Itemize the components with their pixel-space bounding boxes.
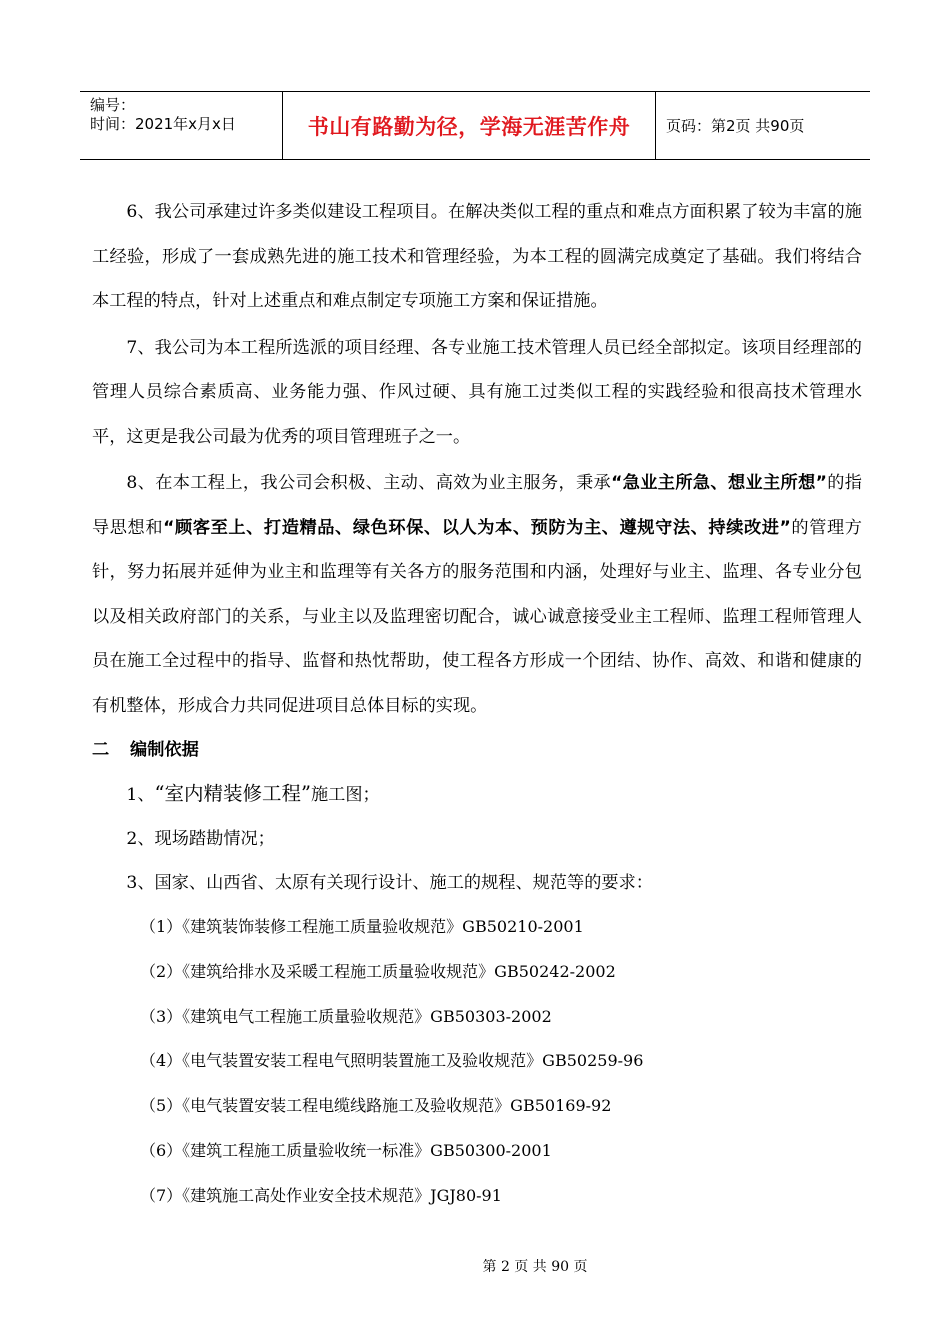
basis-item-2: 2、现场踏勘情况； bbox=[126, 829, 275, 849]
standard-item: （6）《建筑工程施工质量验收统一标准》GB50300-2001 bbox=[140, 1140, 552, 1160]
paragraph-6: 6、我公司承建过许多类似建设工程项目。在解决类似工程的重点和难点方面积累了较为丰富的施工经验，形成了一套成熟先进的施工技术和管理经验，为本工程的圆满完成奠定了基础。我们将结合本工程的特点，针对上述重点和难点制定专项施工方案和保证措施。 bbox=[92, 202, 862, 311]
basis-1-title: “室内精装修工程” bbox=[154, 782, 311, 805]
p8-emphasis-2: “顾客至上、打造精品、绿色环保、以人为本、预防为主、遵规守法、持续改进” bbox=[163, 517, 791, 538]
standard-item: （3）《建筑电气工程施工质量验收规范》GB50303-2002 bbox=[140, 1006, 552, 1026]
document-body bbox=[92, 190, 862, 1219]
basis-item-3: 3、国家、山西省、太原有关现行设计、施工的规程、规范等的要求： bbox=[126, 873, 653, 893]
paragraph-7: 7、我公司为本工程所选派的项目经理、各专业施工技术管理人员已经全部拟定。该项目经理部的管理人员综合素质高、业务能力强、作风过硬、具有施工过类似工程的实践经验和很高技术管理水平，这更是我公司最为优秀的项目管理班子之一。 bbox=[92, 337, 862, 447]
standard-item: （7）《建筑施工高处作业安全技术规范》JGJ80-91 bbox=[140, 1185, 502, 1205]
standard-item: （5）《电气装置安装工程电缆线路施工及验收规范》GB50169-92 bbox=[140, 1096, 612, 1116]
p8-emphasis-1: “急业主所急、想业主所想” bbox=[611, 473, 827, 493]
p8-text-c: 的指导思想和 bbox=[92, 473, 862, 538]
standard-item: （1）《建筑装饰装修工程施工质量验收规范》GB50210-2001 bbox=[140, 917, 584, 936]
header-motto bbox=[282, 92, 656, 159]
page-footer bbox=[0, 1256, 950, 1276]
p8-text-a: 8、在本工程上，我公司会积极、主动、高效为业主服务，秉承 bbox=[126, 473, 612, 493]
paragraph-8 bbox=[92, 461, 862, 728]
standard-item: （4）《电气装置安装工程电气照明装置施工及验收规范》GB50259-96 bbox=[140, 1051, 644, 1071]
basis-item-1 bbox=[92, 772, 862, 817]
header-meta bbox=[80, 92, 282, 159]
basis-1-prefix: 1、 bbox=[126, 785, 155, 805]
header-page-label: 页码：第2页 共90页 bbox=[666, 117, 805, 135]
section-title: 编制依据 bbox=[130, 740, 199, 760]
footer-page-number: 第 2 页 共 90 页 bbox=[482, 1259, 588, 1275]
basis-1-suffix: 施工图； bbox=[310, 785, 380, 805]
time-label: 时间：2021年x月x日 bbox=[90, 115, 236, 133]
section-heading bbox=[92, 728, 862, 772]
motto-text: 书山有路勤为径，学海无涯苦作舟 bbox=[307, 114, 631, 139]
standards-list bbox=[92, 905, 862, 1219]
p8-text-e: 的管理方针，努力拓展并延伸为业主和监理等有关各方的服务范围和内涵，处理好与业主、监理、各专业分包以及相关政府部门的关系，与业主以及监理密切配合，诚心诚意接受业主工程师、监理工程师管理人员在施工全过程中的指导、监督和热忱帮助，使工程各方形成一个团结、协作、高效、和谐和健康的有机整体，形成合力共同促进项目总体目标的实现。 bbox=[92, 517, 862, 716]
standard-item: （2）《建筑给排水及采暖工程施工质量验收规范》GB50242-2002 bbox=[140, 961, 616, 981]
section-number: 二 bbox=[92, 740, 110, 760]
page-header bbox=[80, 91, 870, 160]
number-label: 编号： bbox=[90, 96, 136, 114]
